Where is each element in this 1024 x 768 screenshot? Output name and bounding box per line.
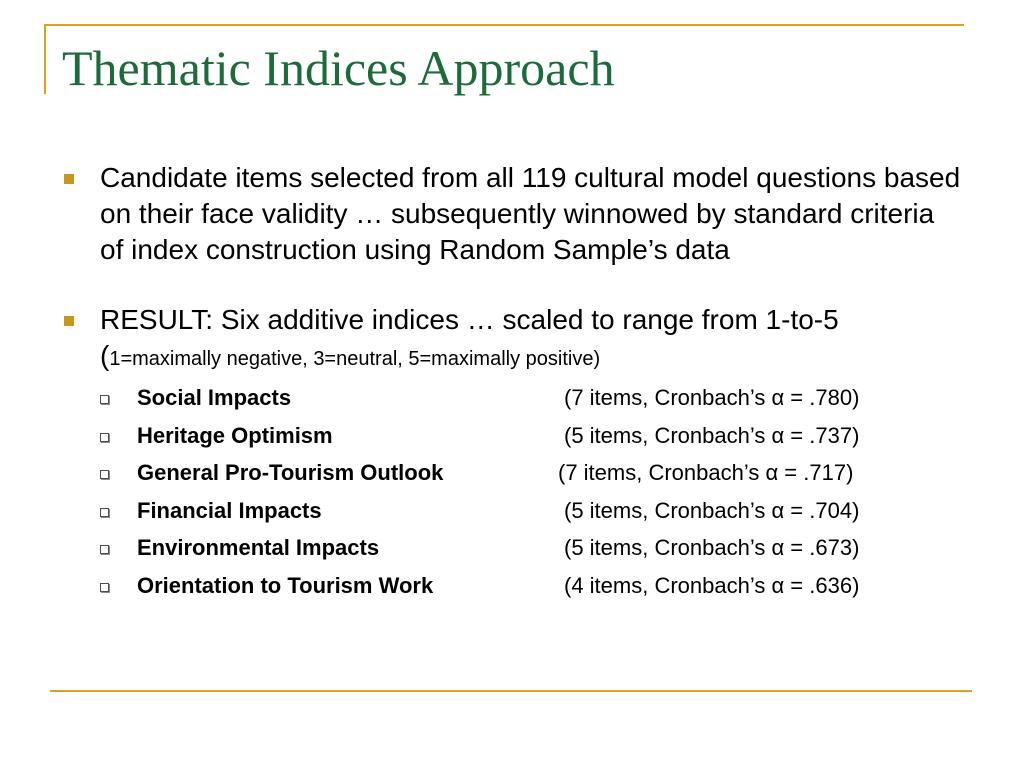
hollow-square-bullet-icon [100, 545, 109, 554]
index-name: Social Impacts [137, 385, 292, 410]
index-item-environmental-impacts [100, 529, 964, 567]
index-stat: (7 items, Cronbach’s α = .780) [564, 385, 860, 410]
index-name: Environmental Impacts [137, 535, 380, 560]
index-stat: (5 items, Cronbach’s α = .704) [564, 497, 860, 523]
bullet-text: RESULT: Six additive indices … scaled to range from 1-to-5 ( [100, 304, 839, 371]
top-accent-rule [44, 24, 964, 26]
index-name: Orientation to Tourism Work [137, 572, 434, 598]
bullet-result [0, 302, 1024, 604]
bullet-candidate-items [0, 160, 1024, 268]
index-item-social-impacts [100, 379, 964, 417]
square-bullet-icon [64, 316, 74, 326]
index-stat: (4 items, Cronbach’s α = .636) [564, 572, 860, 598]
left-accent-rule [44, 24, 46, 94]
bullet-text: Candidate items selected from all 119 cultural model questions based on their face validity … subsequently winnowed by standard criteria of index construction using Random Sample’s data [100, 162, 961, 265]
hollow-square-bullet-icon [100, 433, 109, 442]
square-bullet-icon [64, 174, 74, 184]
index-name: General Pro-Tourism Outlook [137, 460, 444, 485]
index-name: Heritage Optimism [137, 422, 333, 448]
index-item-financial-impacts [100, 492, 964, 530]
index-item-heritage-optimism [100, 417, 964, 455]
index-name: Financial Impacts [137, 497, 322, 523]
index-stat: (5 items, Cronbach’s α = .737) [564, 422, 860, 448]
hollow-square-bullet-icon [100, 470, 109, 479]
index-stat: (5 items, Cronbach’s α = .673) [564, 535, 860, 560]
hollow-square-bullet-icon [100, 508, 109, 517]
index-list [100, 379, 964, 604]
bottom-accent-rule [50, 690, 972, 692]
index-item-general-pro-tourism-outlook [100, 454, 964, 492]
index-item-orientation-to-tourism-work [100, 567, 964, 605]
hollow-square-bullet-icon [100, 395, 109, 404]
bullet-list [0, 160, 1024, 604]
scale-note: 1=maximally negative, 3=neutral, 5=maximally positive) [109, 348, 601, 370]
slide-title: Thematic Indices Approach [62, 40, 615, 96]
index-stat: (7 items, Cronbach’s α = .717) [558, 460, 854, 485]
hollow-square-bullet-icon [100, 583, 109, 592]
